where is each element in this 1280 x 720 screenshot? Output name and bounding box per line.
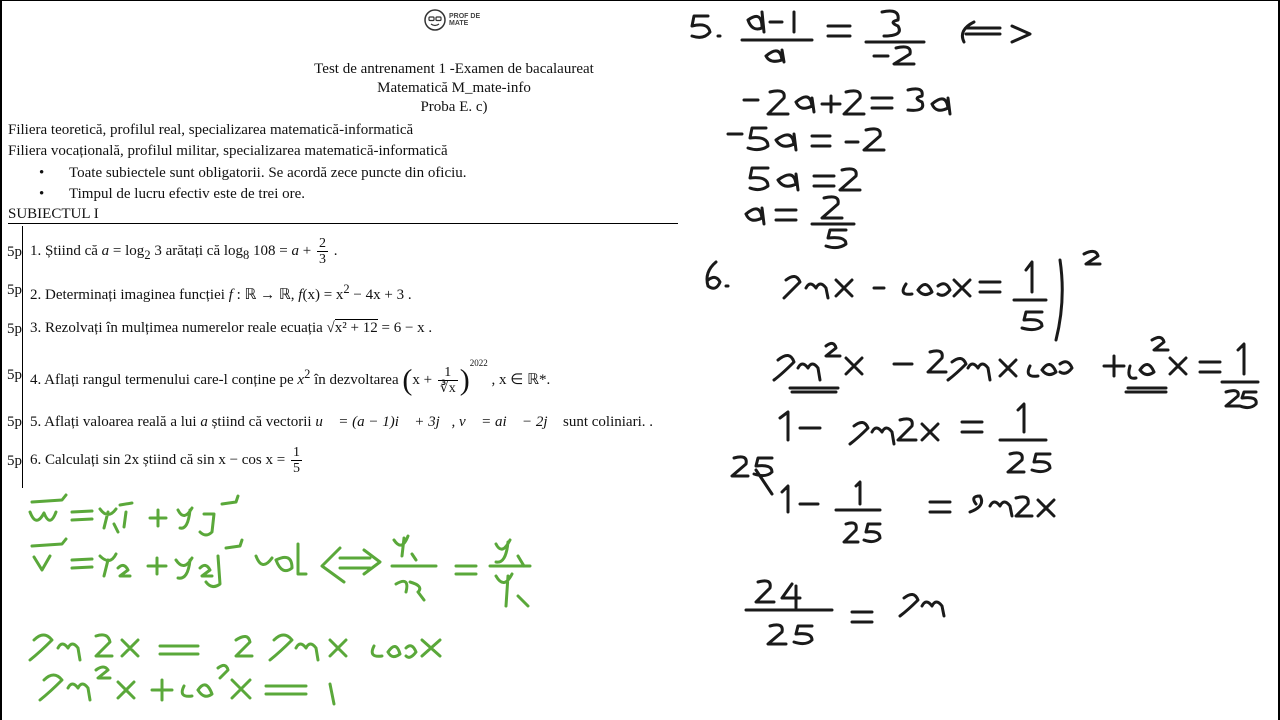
black-label-5: [692, 16, 720, 37]
header-probe: Proba E. c): [420, 99, 488, 115]
fraction-2-3: $\frac{2}{3}$: [318, 236, 326, 267]
equation-sin-squared: [774, 337, 1258, 407]
multiply-by-25: [732, 457, 772, 494]
equation-a-equals-2-over-5: [746, 197, 854, 248]
points-label-5: 5p: [7, 414, 22, 430]
logo-text-line1: PROF DE: [449, 13, 481, 20]
problem-4: 4. Aflați rangul termenului care-l conține pe $x^2$ în dezvoltarea (x + $\frac{1}{∛x}$ )$^{2022}$ , x ∈ ℝ*.: [30, 358, 551, 397]
bullet-dot-1: •: [39, 165, 45, 181]
equation-1-minus-1-over-25: [782, 482, 1054, 542]
green-line-v: [32, 536, 530, 606]
equation-sinx-minus-cosx: [784, 262, 1046, 330]
filiera-line-1: Filiera teoretică, profilul real, specializarea matematică-informatică: [8, 122, 414, 138]
section-title: SUBIECTUL I: [8, 206, 99, 222]
logo-text-line2: MATE: [449, 20, 469, 27]
green-line-pythagorean: [40, 665, 334, 704]
green-line-u: [30, 495, 238, 535]
problem-5: 5. Aflați valoarea reală a lui a știind că vectorii u⃗ = (a − 1)i⃗ + 3j⃗, v⃗ = ai⃗ − 2j⃗ sunt coliniari. .: [30, 414, 653, 430]
equation-24-over-25: [746, 581, 944, 644]
square-bar: [1056, 251, 1100, 340]
iff-arrow-1: [962, 22, 1030, 42]
problem-6: 6. Calculați sin 2x știind că sin x − cos x = $\frac{1}{5}$: [30, 445, 300, 476]
bullet-dot-2: •: [39, 186, 45, 202]
equation-minus-2a-plus-2: [744, 89, 950, 114]
equation-5a-equals-2: [750, 168, 860, 190]
header-title: Test de antrenament 1 -Examen de bacalaureat: [314, 61, 594, 77]
points-label-6: 5p: [7, 453, 22, 469]
black-label-6: [707, 262, 728, 288]
bullet-text-2: Timpul de lucru efectiv este de trei ore.: [69, 186, 306, 202]
black-handwriting-problem-6: [707, 251, 1258, 644]
fraction-3-over-minus-2: [866, 11, 924, 64]
points-label-2: 5p: [7, 282, 22, 298]
sqrt-symbol: √: [326, 320, 335, 336]
points-label-1: 5p: [7, 244, 22, 260]
problem-3: 3. Rezolvați în mulțimea numerelor reale ecuația √x² + 12 = 6 − x .: [30, 320, 433, 336]
equation-minus-5a: [728, 128, 884, 150]
points-label-4: 5p: [7, 367, 22, 383]
problem-1: 1. Știind că $a = \log_2 3$ arătați că $\log_8 108 = a$ + $\frac{2}{3}$ .: [30, 236, 338, 267]
header-subject: Matematică M_mate-info: [377, 80, 531, 96]
equation-1-minus-sin2x: [780, 404, 1050, 472]
points-label-3: 5p: [7, 321, 22, 337]
fraction-a-minus-1-over-a: [742, 12, 812, 62]
problem-2: 2. Determinați imaginea funcției f : ℝ → ℝ, $f(x) = x^2 - 4x + 3$ .: [30, 282, 412, 303]
filiera-line-2: Filiera vocațională, profilul militar, specializarea matematică-informatică: [8, 143, 448, 159]
green-line-sin2x: [30, 635, 440, 660]
equals-sign-1: [828, 26, 850, 36]
black-handwriting-problem-5: [692, 11, 1030, 248]
green-handwriting: [30, 495, 530, 704]
bullet-text-1: Toate subiectele sunt obligatorii. Se acordă zece puncte din oficiu.: [69, 165, 467, 181]
